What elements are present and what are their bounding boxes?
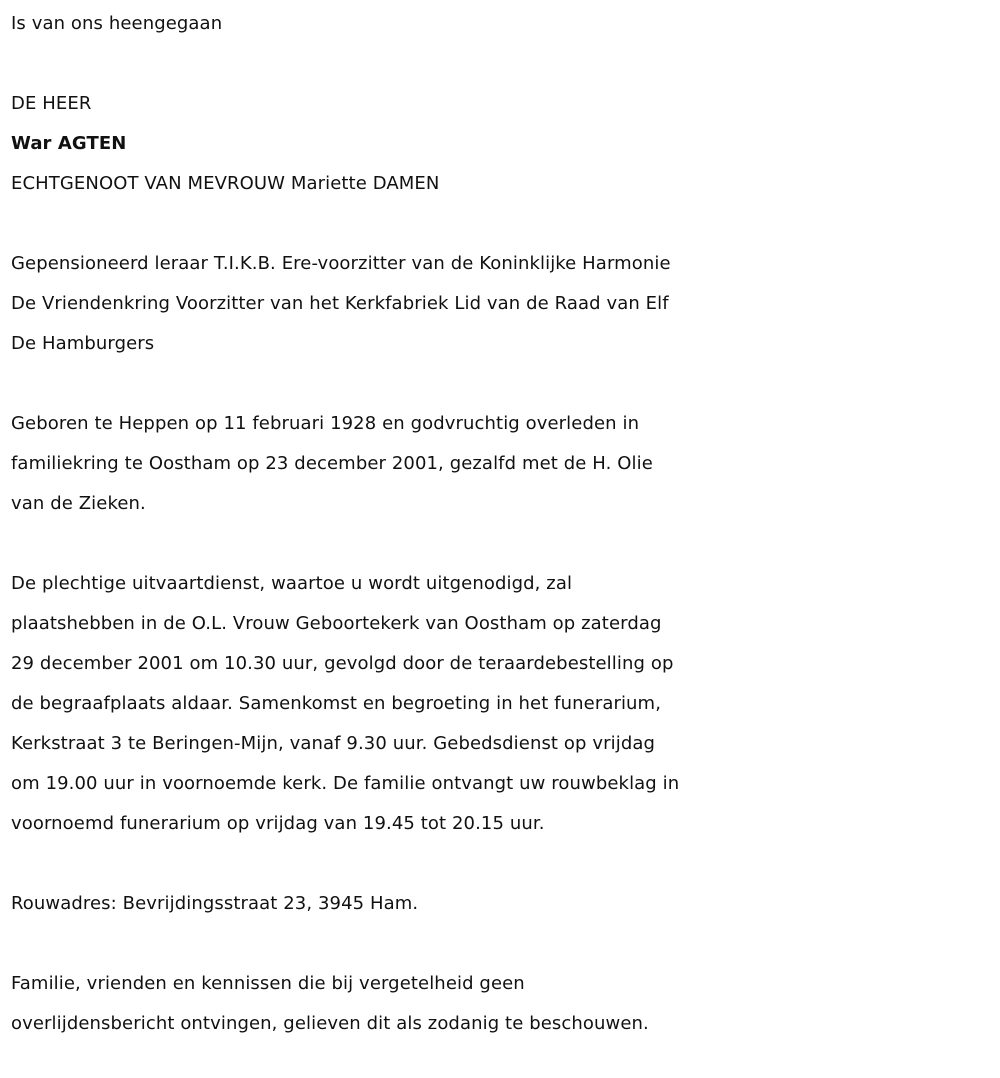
spouse-line: ECHTGENOOT VAN MEVROUW Mariette DAMEN [11,173,440,194]
closing-line: Familie, vrienden en kennissen die bij vergetelheid geen [11,973,525,994]
person-title: DE HEER [11,93,92,114]
address-line: Rouwadres: Bevrijdingsstraat 23, 3945 Ham. [11,893,419,914]
person-name: War AGTEN [11,133,127,154]
funeral-line: de begraafplaats aldaar. Samenkomst en begroeting in het funerarium, [11,693,662,714]
funeral-line: om 19.00 uur in voornoemde kerk. De familie ontvangt uw rouwbeklag in [11,773,680,794]
obituary-notice [11,4,991,1044]
person-block [11,84,991,204]
birth-death-line: familiekring te Oostham op 23 december 2001, gezalfd met de H. Olie [11,453,653,474]
funeral-line: De plechtige uitvaartdienst, waartoe u wordt uitgenodigd, zal [11,573,573,594]
intro-paragraph [11,4,991,44]
funeral-line: plaatshebben in de O.L. Vrouw Geboortekerk van Oostham op zaterdag [11,613,662,634]
functions-line: De Hamburgers [11,333,155,354]
birth-death-paragraph [11,404,991,524]
funeral-paragraph [11,564,991,844]
functions-line: De Vriendenkring Voorzitter van het Kerkfabriek Lid van de Raad van Elf [11,293,669,314]
intro-line: Is van ons heengegaan [11,13,223,34]
funeral-line: 29 december 2001 om 10.30 uur, gevolgd door de teraardebestelling op [11,653,674,674]
funeral-line: Kerkstraat 3 te Beringen-Mijn, vanaf 9.30 uur. Gebedsdienst op vrijdag [11,733,656,754]
closing-paragraph [11,964,991,1044]
address-paragraph [11,884,991,924]
functions-line: Gepensioneerd leraar T.I.K.B. Ere-voorzitter van de Koninklijke Harmonie [11,253,671,274]
funeral-line: voornoemd funerarium op vrijdag van 19.45 tot 20.15 uur. [11,813,545,834]
birth-death-line: Geboren te Heppen op 11 februari 1928 en godvruchtig overleden in [11,413,640,434]
functions-paragraph [11,244,991,364]
birth-death-line: van de Zieken. [11,493,146,514]
closing-line: overlijdensbericht ontvingen, gelieven dit als zodanig te beschouwen. [11,1013,649,1034]
